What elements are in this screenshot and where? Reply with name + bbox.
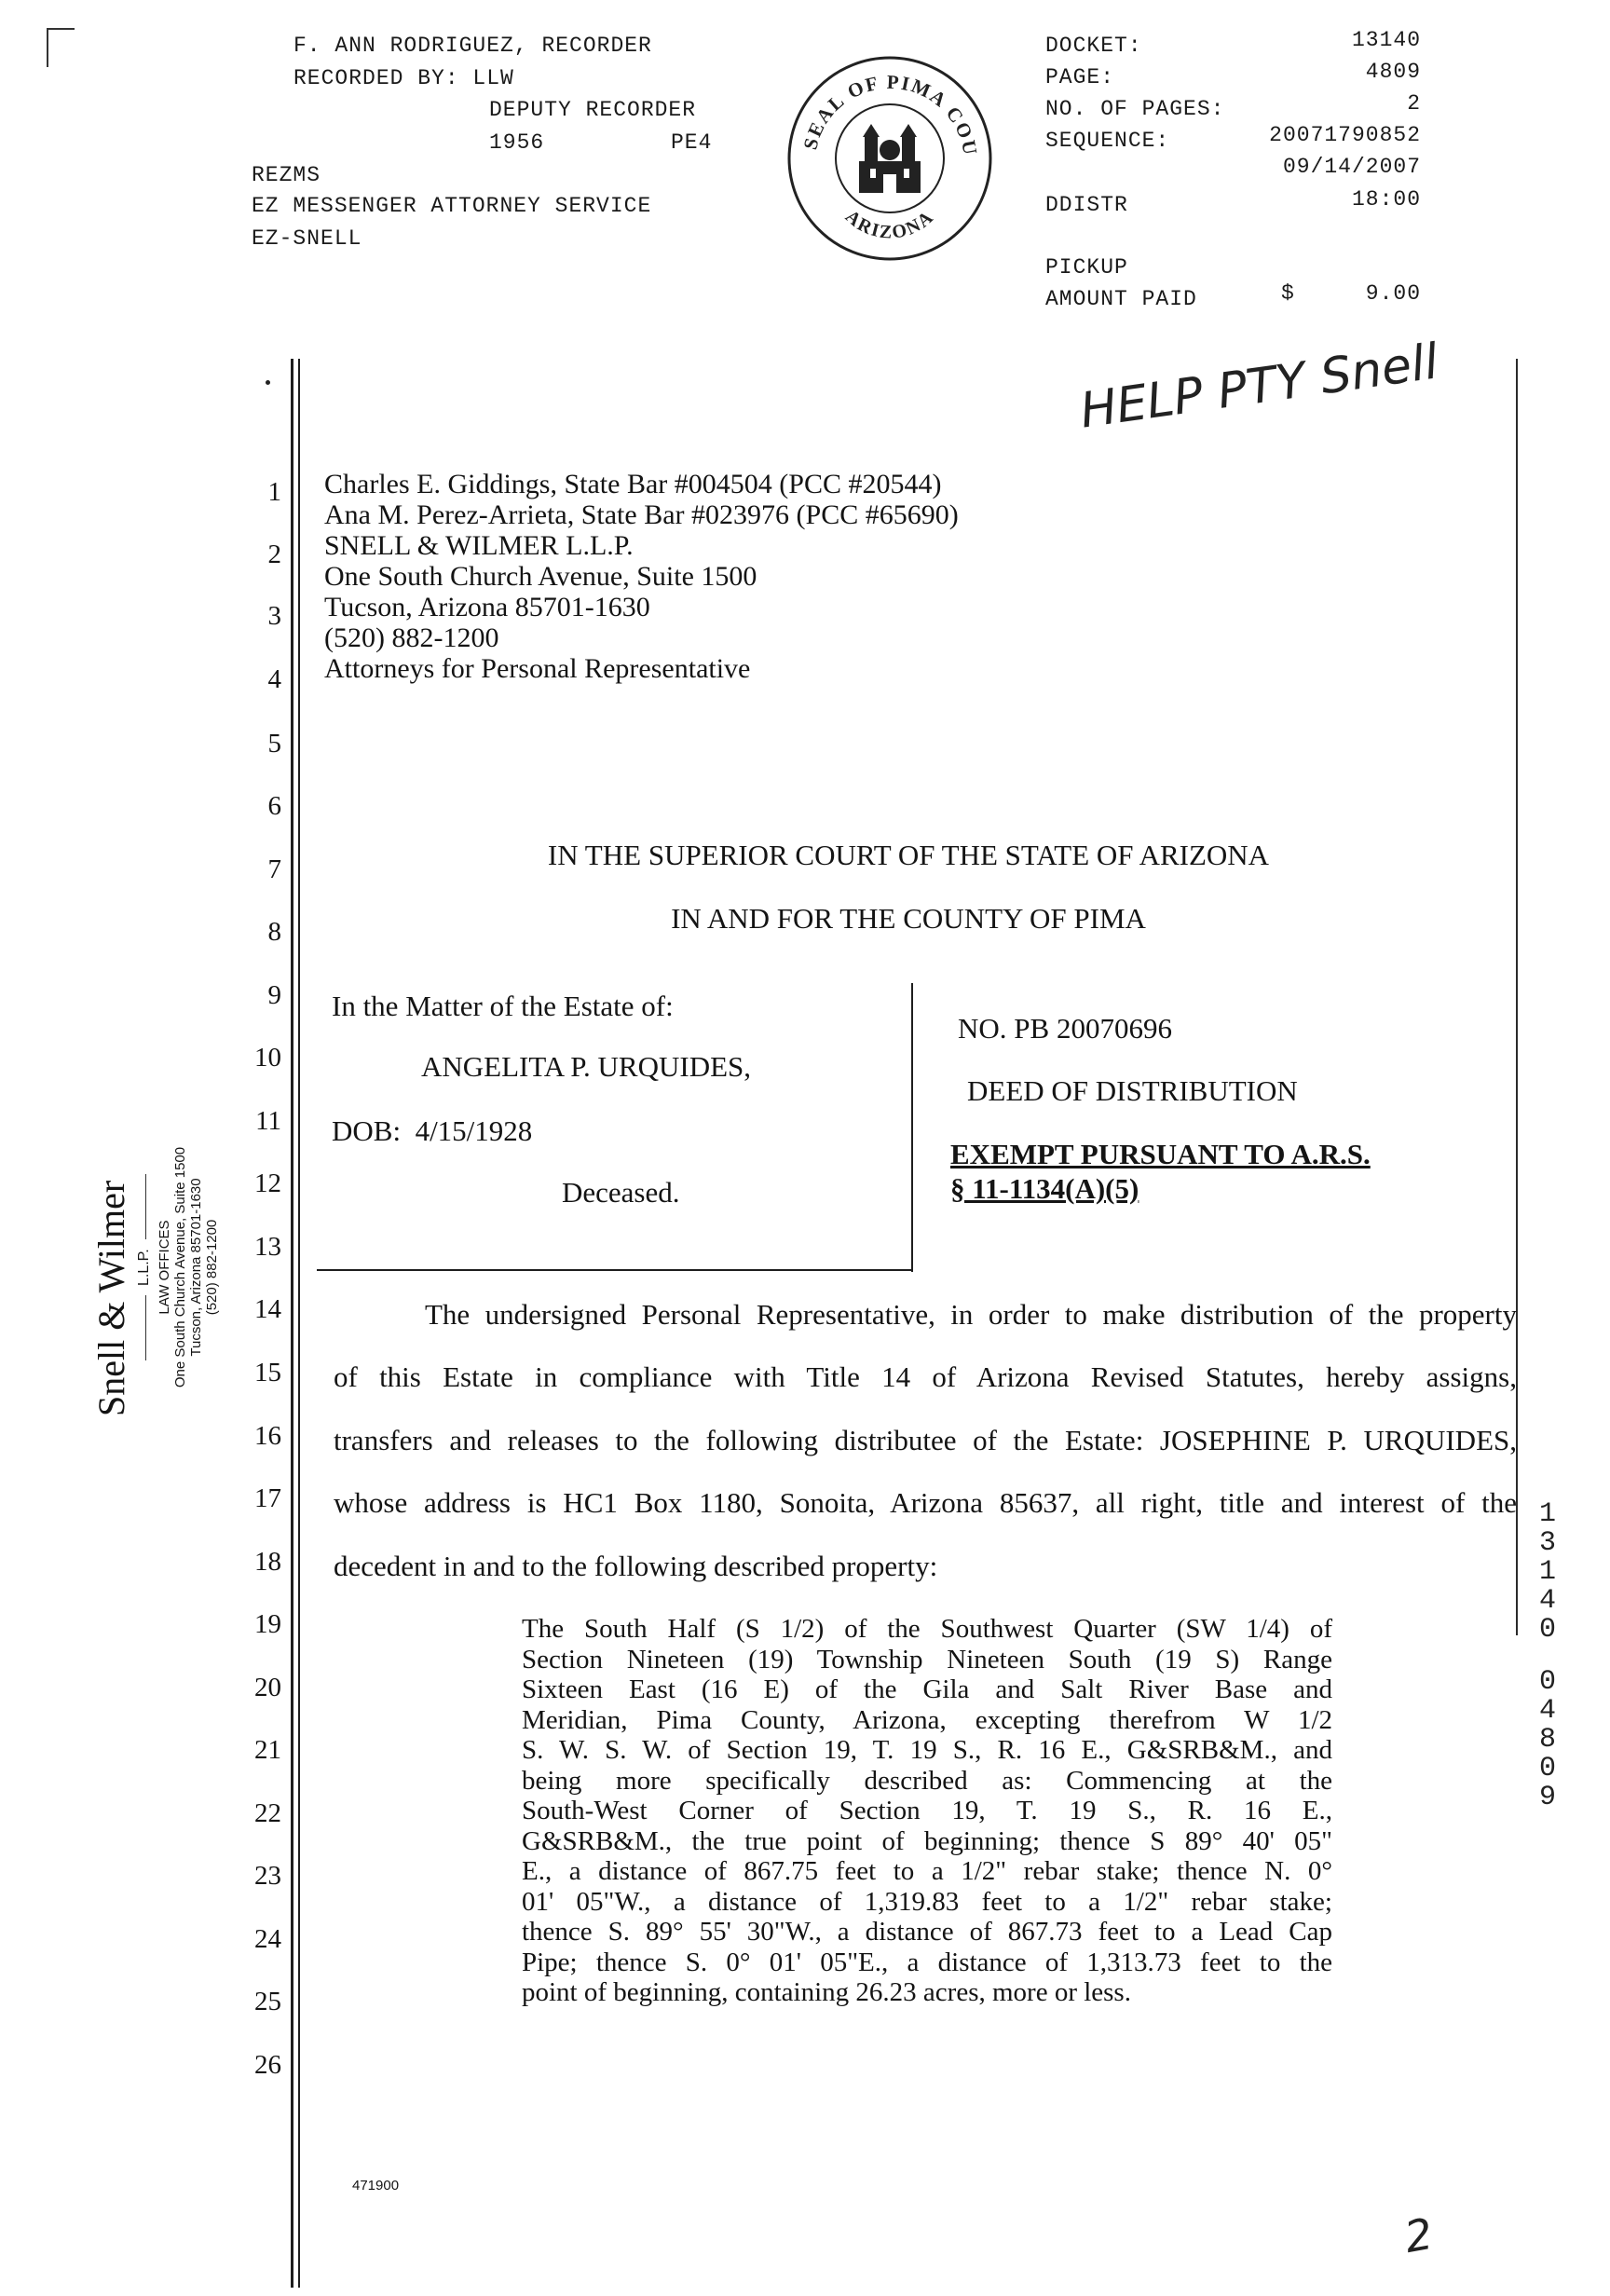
line-number: 19 bbox=[254, 1609, 281, 1639]
case-number: NO. PB 20070696 bbox=[958, 1012, 1172, 1045]
firm-name: SNELL & WILMER L.L.P. bbox=[324, 530, 634, 561]
line-number: 7 bbox=[267, 854, 281, 884]
firm-sidebar-address: One South Church Avenue, Suite 1500 bbox=[172, 1146, 188, 1388]
seal-top-text: SEAL OF PIMA COU bbox=[798, 70, 982, 158]
firm-phone: (520) 882-1200 bbox=[324, 622, 499, 653]
body-line: The undersigned Personal Representative, in order to make distribution of the property bbox=[425, 1298, 1517, 1331]
legal-line: Pipe; thence S. 0° 01' 05"E., a distance of 1,313.73 feet to the bbox=[522, 1947, 1332, 1977]
line-number: 10 bbox=[254, 1043, 281, 1073]
corner-bracket bbox=[47, 28, 75, 67]
attorney-line: Ana M. Perez-Arrieta, State Bar #023976 (PCC #65690) bbox=[324, 499, 959, 530]
margin-dot bbox=[266, 380, 270, 385]
line-number: 11 bbox=[255, 1106, 281, 1136]
legal-description bbox=[522, 1614, 1332, 2008]
caption-divider bbox=[911, 983, 913, 1272]
body-line: whose address is HC1 Box 1180, Sonoita, Arizona 85637, all right, title and interest of the bbox=[334, 1486, 1517, 1519]
decedent-dob: DOB: 4/15/1928 bbox=[332, 1114, 533, 1147]
line-number: 26 bbox=[254, 2050, 281, 2080]
ddistr-label: DDISTR bbox=[1045, 193, 1128, 217]
body-line: decedent in and to the following described property: bbox=[334, 1550, 938, 1582]
legal-line: E., a distance of 867.75 feet to a 1/2" rebar stake; thence N. 0° bbox=[522, 1856, 1332, 1886]
firm-sidebar-phone: (520) 882-1200 bbox=[204, 1219, 220, 1316]
recording-date: 09/14/2007 bbox=[1282, 155, 1421, 179]
line-number: 8 bbox=[267, 917, 281, 947]
ez-snell: EZ-SNELL bbox=[252, 226, 362, 251]
legal-line: South-West Corner of Section 19, T. 19 S., R. 16 E., bbox=[522, 1796, 1332, 1825]
decedent-name: ANGELITA P. URQUIDES, bbox=[421, 1050, 752, 1083]
pages-label: NO. OF PAGES: bbox=[1045, 97, 1225, 121]
legal-line: The South Half (S 1/2) of the Southwest Quarter (SW 1/4) of bbox=[522, 1614, 1332, 1644]
line-number: 15 bbox=[254, 1358, 281, 1387]
line-number: 22 bbox=[254, 1798, 281, 1828]
page-value: 4809 bbox=[1365, 60, 1421, 84]
legal-line: thence S. 89° 55' 30"W., a distance of 867.73 feet to a Lead Cap bbox=[522, 1917, 1332, 1947]
legal-line: S. W. S. W. of Section 19, T. 19 S., R. 16 E., G&SRB&M., and bbox=[522, 1735, 1332, 1765]
line-number: 17 bbox=[254, 1483, 281, 1513]
legal-line: Meridian, Pima County, Arizona, excepting therefrom W 1/2 bbox=[522, 1704, 1332, 1735]
messenger-service: EZ MESSENGER ATTORNEY SERVICE bbox=[252, 194, 652, 218]
sequence-value: 20071790852 bbox=[1269, 123, 1421, 147]
docket-value: 13140 bbox=[1351, 28, 1421, 52]
line-number: 23 bbox=[254, 1861, 281, 1891]
line-number: 3 bbox=[267, 601, 281, 631]
attorney-line: Charles E. Giddings, State Bar #004504 (PCC #20544) bbox=[324, 469, 942, 499]
seal-bottom-text: ARIZONA bbox=[841, 206, 938, 243]
firm-sidebar bbox=[91, 1081, 315, 1416]
body-line: transfers and releases to the following distributee of the Estate: JOSEPHINE P. URQUIDES, bbox=[334, 1424, 1517, 1456]
legal-line: Section Nineteen (19) Township Nineteen South (19 S) Range bbox=[522, 1644, 1332, 1674]
firm-street: One South Church Avenue, Suite 1500 bbox=[324, 561, 757, 592]
deputy-recorder: DEPUTY RECORDER bbox=[489, 98, 697, 122]
attorney-role: Attorneys for Personal Representative bbox=[324, 653, 751, 684]
pickup-label: PICKUP bbox=[1045, 255, 1128, 280]
firm-sidebar-rule bbox=[145, 1295, 146, 1360]
court-county: IN AND FOR THE COUNTY OF PIMA bbox=[671, 902, 1146, 935]
legal-line: being more specifically described as: Commencing at the bbox=[522, 1765, 1332, 1796]
line-number: 14 bbox=[254, 1294, 281, 1324]
line-number: 13 bbox=[254, 1232, 281, 1262]
firm-sidebar-offices: LAW OFFICES bbox=[157, 1220, 172, 1315]
recording-time: 18:00 bbox=[1351, 187, 1421, 212]
recorder-code-pe: PE4 bbox=[671, 130, 713, 155]
side-stamp-docket: 13140 bbox=[1538, 1498, 1556, 1646]
line-number: 12 bbox=[254, 1168, 281, 1198]
line-number: 1 bbox=[267, 477, 281, 507]
side-stamp-page: 04809 bbox=[1538, 1666, 1556, 1813]
handwritten-snell-note: HELP PTY Snell bbox=[1076, 334, 1442, 440]
court-title: IN THE SUPERIOR COURT OF THE STATE OF ARIZONA bbox=[547, 839, 1270, 871]
line-number: 2 bbox=[267, 540, 281, 569]
docket-label: DOCKET: bbox=[1045, 34, 1142, 58]
firm-sidebar-llp: L.L.P. bbox=[136, 1249, 152, 1286]
pima-county-seal bbox=[783, 51, 997, 266]
sequence-label: SEQUENCE: bbox=[1045, 129, 1170, 153]
line-number: 4 bbox=[267, 664, 281, 694]
line-number: 5 bbox=[267, 729, 281, 758]
firm-city: Tucson, Arizona 85701-1630 bbox=[324, 592, 650, 622]
recorded-by: RECORDED BY: LLW bbox=[293, 66, 514, 90]
line-number: 21 bbox=[254, 1735, 281, 1765]
footer-code: 471900 bbox=[352, 2178, 400, 2194]
document-title: DEED OF DISTRIBUTION bbox=[967, 1074, 1298, 1107]
line-number: 6 bbox=[267, 791, 281, 821]
firm-sidebar-name: Snell & Wilmer bbox=[90, 1180, 132, 1416]
legal-line: Sixteen East (16 E) of the Gila and Salt River Base and bbox=[522, 1674, 1332, 1704]
amount-paid-label: AMOUNT PAID bbox=[1045, 287, 1197, 311]
legal-line: point of beginning, containing 26.23 acres, more or less. bbox=[522, 1977, 1131, 2007]
page-label: PAGE: bbox=[1045, 65, 1115, 89]
recorder-code-number: 1956 bbox=[489, 130, 545, 155]
pages-value: 2 bbox=[1407, 91, 1421, 116]
line-number: 24 bbox=[254, 1924, 281, 1954]
legal-line: 01' 05"W., a distance of 1,319.83 feet to a 1/2" rebar stake; bbox=[522, 1886, 1332, 1917]
line-number: 18 bbox=[254, 1547, 281, 1577]
amount-paid-value: 9.00 bbox=[1365, 281, 1421, 306]
deceased-label: Deceased. bbox=[562, 1176, 680, 1209]
mission-building-icon bbox=[859, 124, 921, 193]
recorder-name: F. ANN RODRIGUEZ, RECORDER bbox=[293, 34, 652, 58]
body-line: of this Estate in compliance with Title 14 of Arizona Revised Statutes, hereby assigns, bbox=[334, 1360, 1517, 1393]
line-number: 16 bbox=[254, 1421, 281, 1451]
estate-matter: In the Matter of the Estate of: bbox=[332, 990, 674, 1022]
line-number: 25 bbox=[254, 1987, 281, 2016]
firm-sidebar-rule bbox=[145, 1174, 146, 1239]
caption-underline bbox=[317, 1269, 913, 1271]
line-number: 20 bbox=[254, 1673, 281, 1702]
exempt-statute: § 11-1134(A)(5) bbox=[950, 1172, 1139, 1205]
legal-line: G&SRB&M., the true point of beginning; thence S 89° 40' 05" bbox=[522, 1825, 1332, 1856]
currency-sign: $ bbox=[1281, 281, 1295, 306]
line-number: 9 bbox=[267, 980, 281, 1010]
handwritten-page-mark: 2 bbox=[1400, 2207, 1437, 2263]
rezms-code: REZMS bbox=[252, 163, 321, 187]
firm-sidebar-city: Tucson, Arizona 85701-1630 bbox=[188, 1178, 204, 1357]
exempt-notice: EXEMPT PURSUANT TO A.R.S. bbox=[950, 1138, 1371, 1170]
